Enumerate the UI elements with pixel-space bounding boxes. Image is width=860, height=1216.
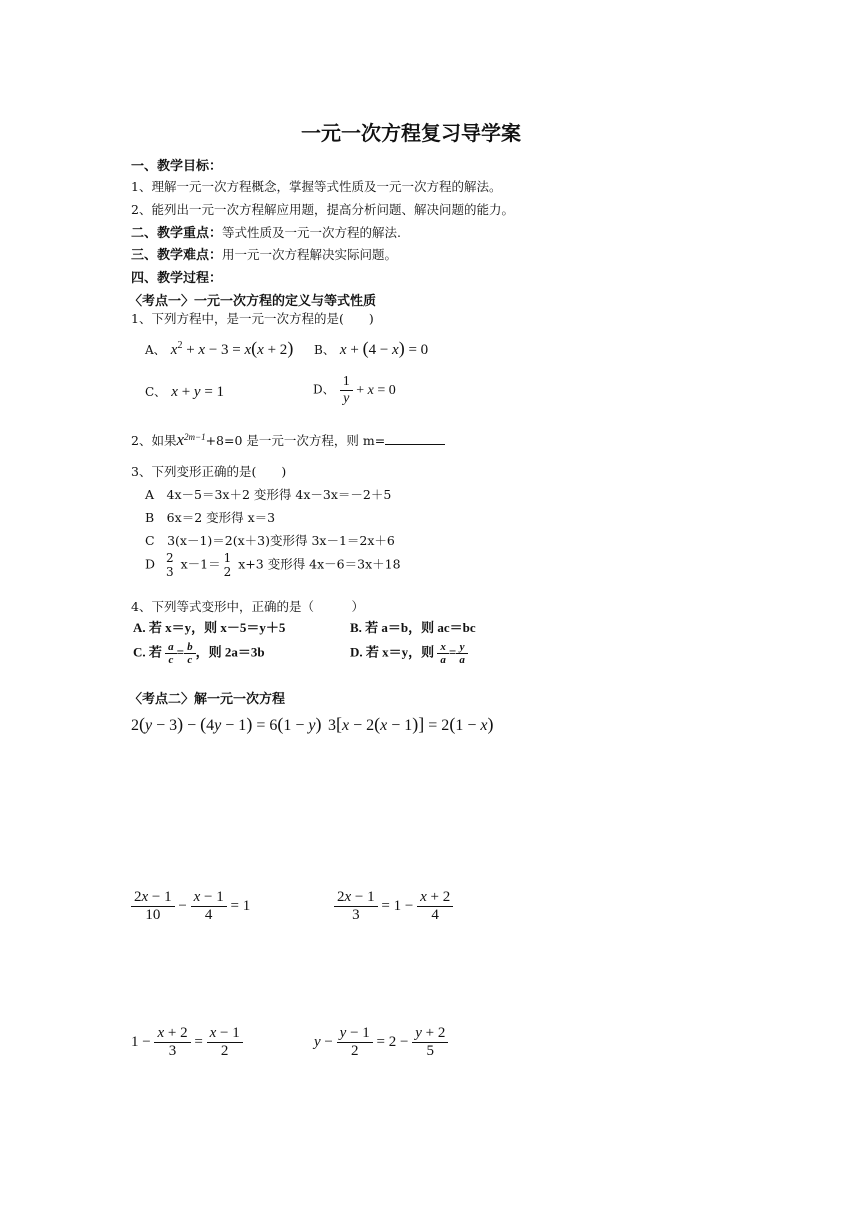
q1-option-d-label: D、	[313, 382, 335, 397]
question-2	[131, 430, 445, 450]
section-process: 四、教学过程：	[131, 271, 223, 286]
q1-option-d	[313, 374, 396, 407]
q3-d-rest: x+3 变形得 4x－6＝3x＋18	[238, 556, 401, 572]
q1-option-a-label: A、	[145, 343, 166, 357]
question-1-stem: 1、下列方程中，是一元一次方程的是( )	[131, 311, 374, 326]
q3-option-d-label: D	[145, 556, 156, 572]
q1-option-b-equation: x + (4 − x) = 0	[339, 338, 429, 358]
q4-option-c: C. 若 $\frac{a}{c}$ = $\frac{b}{c}$ ，则 2a＝3b	[133, 641, 265, 666]
section-teaching-goals: 一、教学目标：	[131, 159, 223, 174]
equation-3: $\frac{2x - 1}{10}$ − $\frac{x - 1}{4}$ = 1	[131, 889, 250, 924]
key-points-label: 二、教学重点：	[131, 226, 223, 241]
q4-option-c-prefix: C. 若	[133, 644, 162, 660]
equation-1: 2(y − 3) − (4y − 1) = 6(1 − y)	[131, 714, 322, 734]
q1-option-c	[145, 381, 224, 401]
question-3-stem: 3、下列变形正确的是( )	[131, 464, 287, 479]
equation-4: $\frac{2x - 1}{3}$ = 1 − $\frac{x + 2}{4}$	[334, 889, 453, 924]
q3-option-d	[145, 551, 401, 579]
q3-d-frac1-num: 2	[165, 551, 174, 565]
q4-option-c-suffix: ，则 2a＝3b	[195, 644, 265, 660]
q1-option-b-label: B、	[314, 343, 335, 357]
key-points-text: 等式性质及一元一次方程的解法.	[222, 225, 401, 240]
q3-d-frac2-num: 1	[223, 551, 232, 565]
q1-option-a-equation: $x^2 + x - 3 = x(x + 2)$	[170, 338, 294, 358]
q2-suffix: +8=0 是一元一次方程，则 m=	[205, 433, 386, 448]
q4-option-d: D. 若 x＝y，则 $\frac{x}{a}$ = $\frac{y}{a}$	[350, 641, 468, 666]
kaodian-1-heading: 〈考点一〉一元一次方程的定义与等式性质	[129, 294, 377, 309]
section-key-points	[131, 222, 401, 241]
question-4-stem: 4、下列等式变形中，正确的是（ ）	[131, 599, 364, 614]
kaodian-2-heading: 〈考点二〉解一元一次方程	[129, 692, 286, 707]
q1-option-c-equation: x + y = 1	[171, 384, 225, 400]
q1-option-d-equation: $\frac{1}{y}$ + x = 0	[340, 383, 396, 398]
q3-option-c: C 3(x－1)＝2(x＋3)变形得 3x－1＝2x＋6	[145, 533, 395, 548]
q3-d-frac2-den: 2	[223, 565, 232, 579]
q4-option-b: B. 若 a＝b，则 ac＝bc	[350, 620, 476, 635]
q4-option-d-prefix: D. 若 x＝y，则	[350, 644, 435, 660]
equation-2: 3[x − 2(x − 1)] = 2(1 − x)	[328, 714, 494, 734]
q2-exponent: 2m−1	[184, 431, 206, 442]
q1-option-a	[145, 338, 293, 359]
q3-d-frac1-den: 3	[165, 565, 174, 579]
q2-base: x	[176, 430, 184, 449]
q3-option-a: A 4x－5＝3x＋2 变形得 4x－3x＝－2＋5	[145, 487, 392, 502]
q4-option-a: A. 若 x＝y，则 x－5＝y＋5	[133, 620, 286, 635]
difficulties-label: 三、教学难点：	[131, 248, 223, 263]
equation-6: y − $\frac{y - 1}{2}$ = 2 − $\frac{y + 2}{5}$	[314, 1025, 448, 1060]
page-title: 一元一次方程复习导学案	[301, 121, 521, 145]
q3-d-mid: x－1＝	[180, 556, 221, 572]
q2-prefix: 2、如果	[131, 433, 177, 448]
section-difficulties	[131, 244, 397, 263]
goal-1: 1、理解一元一次方程概念，掌握等式性质及一元一次方程的解法。	[131, 179, 502, 194]
q1-option-c-label: C、	[145, 385, 167, 399]
goal-2: 2、能列出一元一次方程解应用题，提高分析问题、解决问题的能力。	[131, 202, 514, 217]
q2-answer-blank[interactable]	[385, 433, 445, 445]
q3-option-b: B 6x＝2 变形得 x＝3	[145, 510, 276, 525]
q1-option-b	[314, 338, 428, 359]
equation-5: 1 − $\frac{x + 2}{3}$ = $\frac{x - 1}{2}$	[131, 1025, 243, 1060]
difficulties-text: 用一元一次方程解决实际问题。	[222, 247, 398, 262]
